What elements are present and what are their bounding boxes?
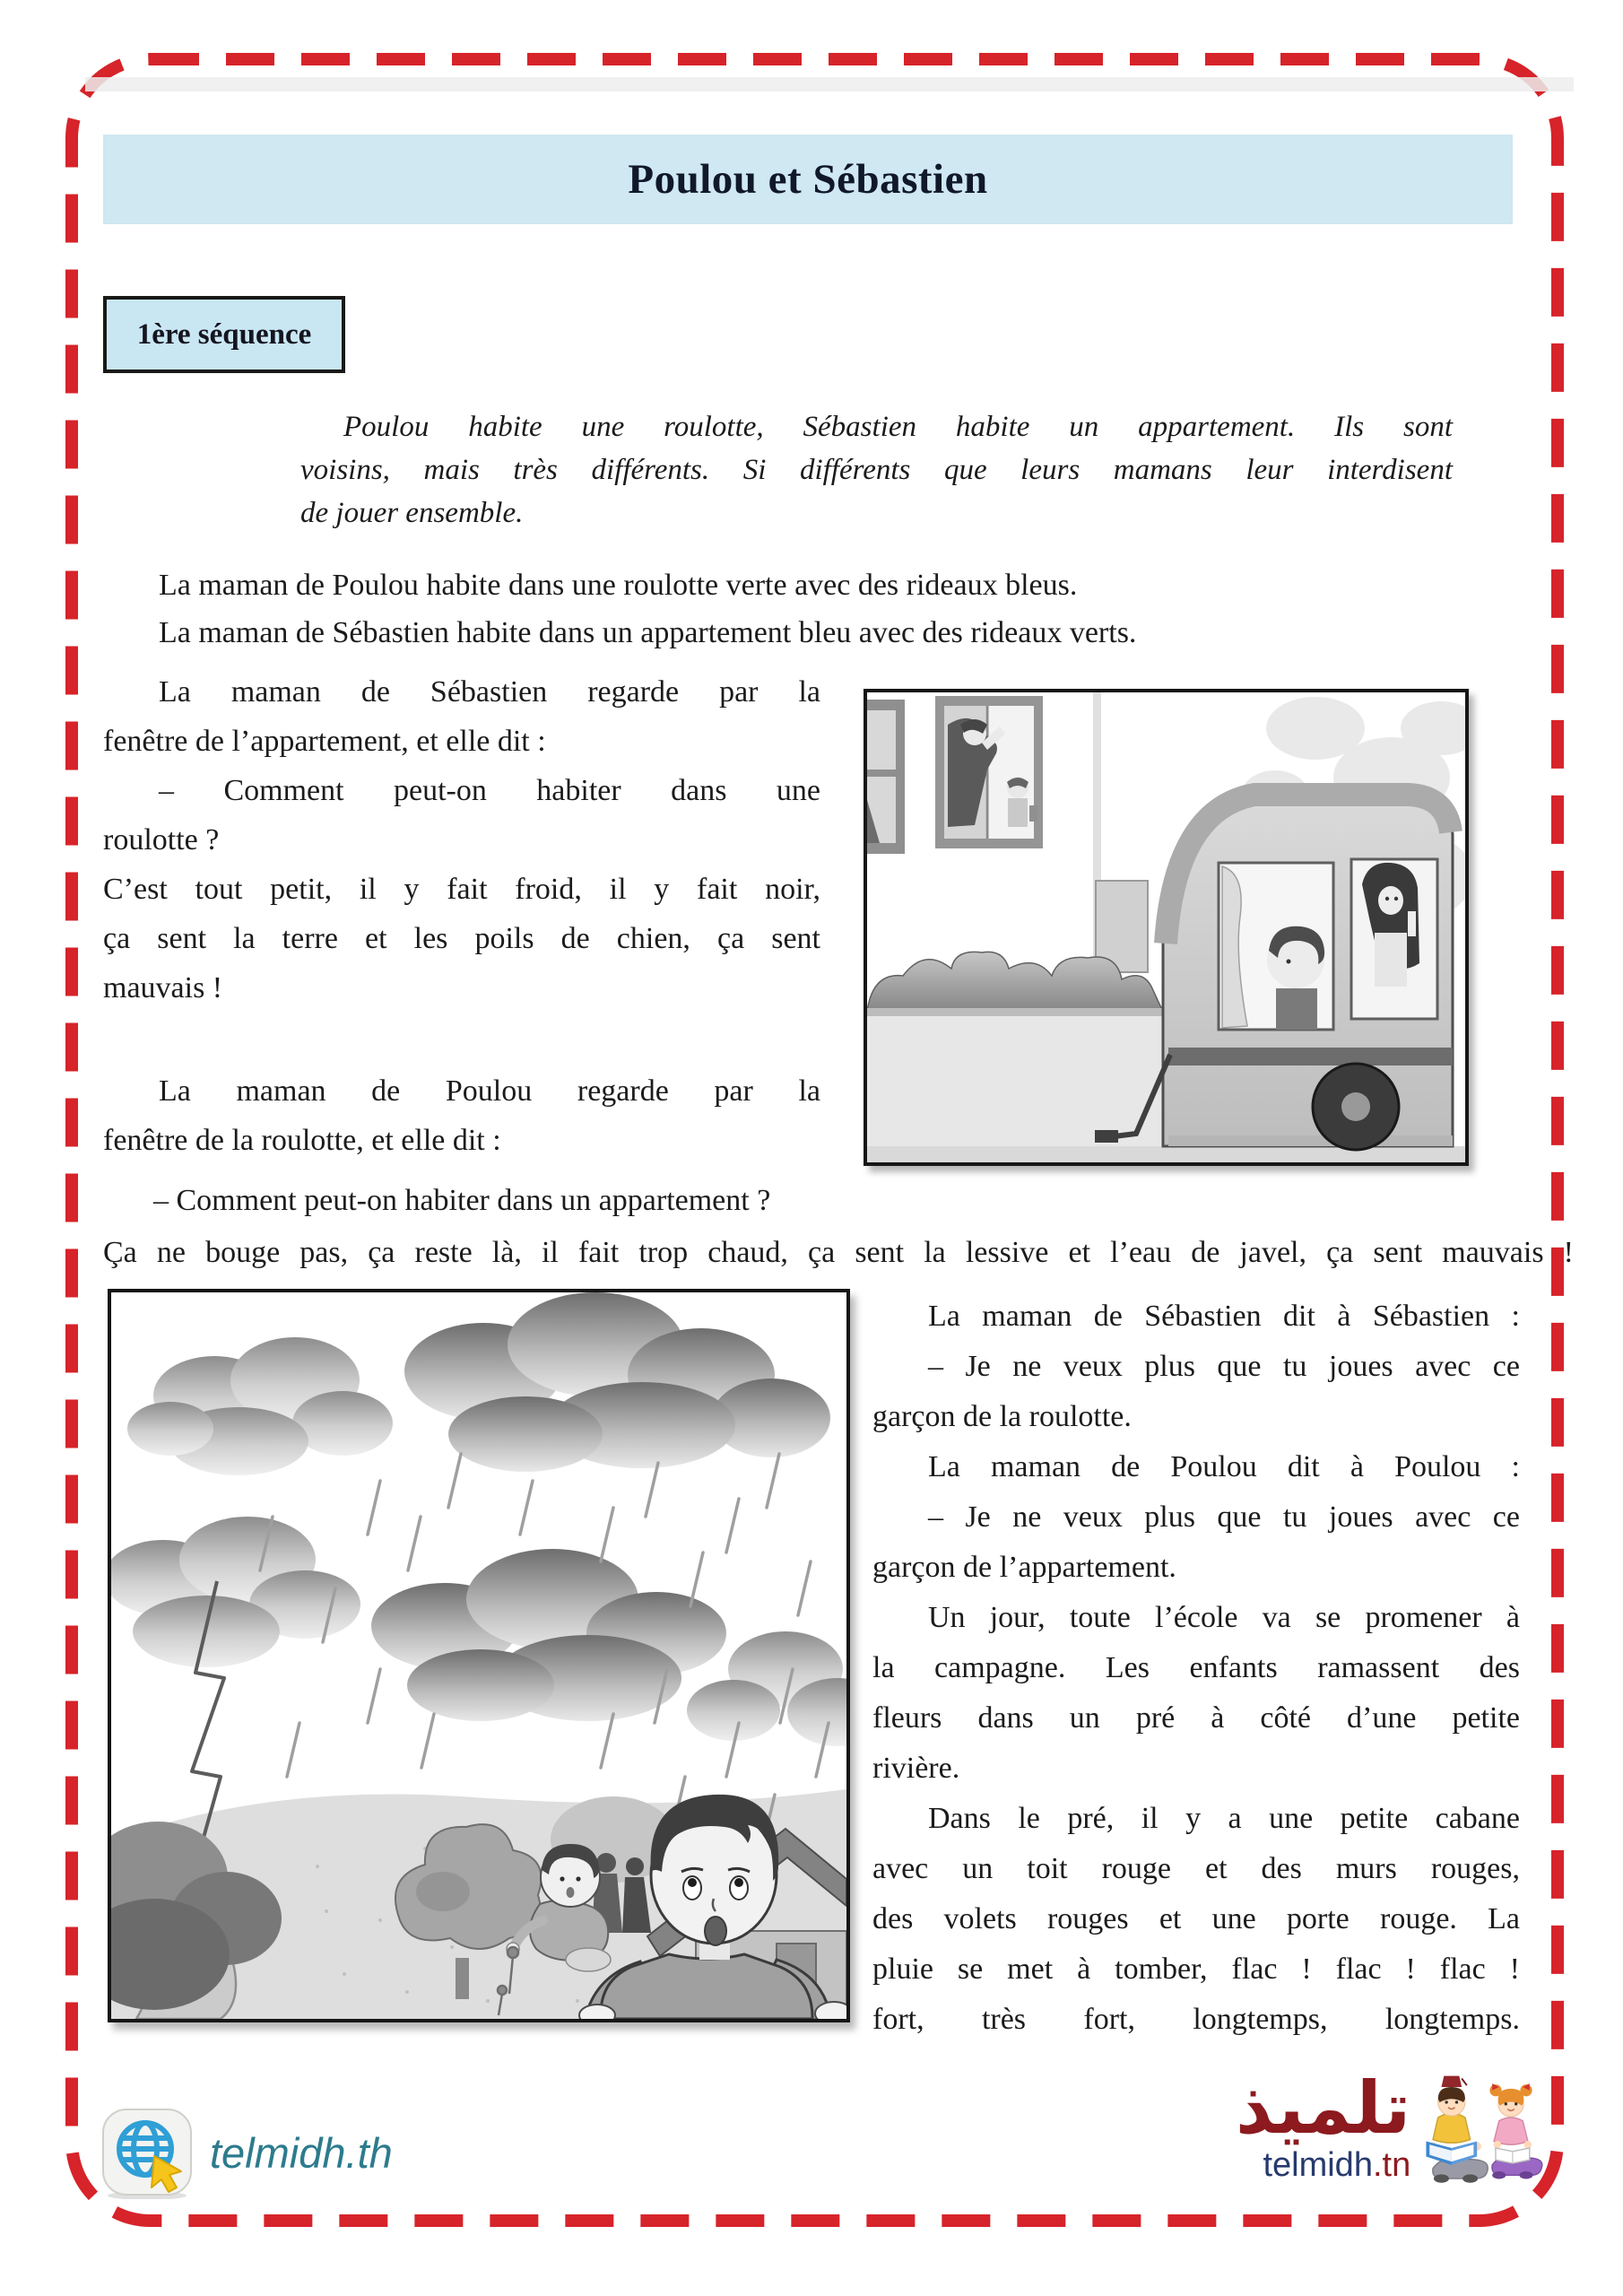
logo-site-name: telmidh: [1263, 2146, 1373, 2184]
story-illustration-meadow-rain: [108, 1289, 850, 2022]
text-line: fleurs dans un pré à côté d’une petite: [872, 1701, 1520, 1735]
intro-paragraph: [300, 405, 1453, 535]
paragraph: [872, 1442, 1520, 1492]
paragraph: [103, 766, 820, 865]
paragraph: [103, 1066, 820, 1165]
intro-line: de jouer ensemble.: [300, 497, 524, 529]
footer-right-logo: [1236, 2066, 1545, 2196]
paragraph: [872, 1492, 1520, 1593]
text-line: mauvais !: [103, 971, 223, 1004]
title-banner: [103, 135, 1513, 224]
ground: [867, 1146, 1465, 1162]
partial-window: [867, 700, 905, 854]
apartment-caravan-drawing: [867, 692, 1465, 1162]
paragraph: [103, 865, 820, 1013]
left-text-column: [103, 667, 820, 1165]
apartment-window-with-mother: [935, 696, 1043, 848]
boy-reading-icon: [1427, 2076, 1488, 2183]
arabic-logo-text: تلميذ: [1236, 2066, 1411, 2150]
text-line: C’est tout petit, il y fait froid, il y fait noir,: [103, 873, 820, 906]
footer-left-site-text: telmidh.th: [210, 2128, 393, 2177]
text-line: – Comment peut-on habiter dans une: [159, 774, 820, 807]
reading-kids-icon: [1418, 2070, 1545, 2196]
caravan-rear-window-with-mother: [1351, 859, 1437, 1019]
lead-line: La maman de Poulou habite dans une roulotte verte avec des rideaux bleus.: [159, 569, 1078, 602]
text-line: la campagne. Les enfants ramassent des: [872, 1651, 1520, 1684]
intro-line: Poulou habite une roulotte, Sébastien habite un appartement. Ils sont: [343, 411, 1453, 443]
right-text-column: [872, 1292, 1520, 2045]
lead-paragraph: [103, 561, 1538, 657]
scan-artifact-strip: [85, 77, 1574, 91]
text-line: La maman de Sébastien dit à Sébastien :: [928, 1300, 1520, 1333]
text-line: garçon de la roulotte.: [872, 1400, 1132, 1433]
text-line: fenêtre de l’appartement, et elle dit :: [103, 725, 546, 758]
text-line: Dans le pré, il y a une petite cabane: [928, 1802, 1520, 1835]
footer-right-texts: [1236, 2066, 1411, 2184]
text-line: La maman de Sébastien regarde par la: [159, 675, 820, 709]
text-line: rivière.: [872, 1752, 960, 1785]
lead-line: La maman de Sébastien habite dans un appartement bleu avec des rideaux verts.: [159, 616, 1137, 649]
logo-site-tld: .tn: [1372, 2146, 1411, 2184]
sequence-label: 1ère séquence: [136, 317, 312, 351]
text-line: La maman de Poulou regarde par la: [159, 1074, 820, 1108]
paragraph: [872, 1593, 1520, 1794]
text-line: fort, très fort, longtemps, longtemps.: [872, 2003, 1520, 2036]
globe-cursor-icon: [100, 2106, 194, 2199]
text-line: ça sent la terre et les poils de chien, ça sent: [103, 922, 820, 955]
text-line: – Je ne veux plus que tu joues avec ce: [928, 1500, 1520, 1534]
footer-left-logo: [100, 2106, 393, 2199]
page-title: Poulou et Sébastien: [628, 156, 988, 203]
text-line: Un jour, toute l’école va se promener à: [928, 1601, 1520, 1634]
wide-dialogue-line: Ça ne bouge pas, ça reste là, il fait trop chaud, ça sent la lessive et l’eau de javel, ça sent mauvais !: [103, 1236, 1574, 1269]
text-line: fenêtre de la roulotte, et elle dit :: [103, 1124, 501, 1157]
story-illustration-apartment-caravan: [864, 689, 1469, 1166]
sequence-label-box: [103, 296, 345, 373]
paragraph: [872, 1292, 1520, 1342]
text-line: avec un toit rouge et des murs rouges,: [872, 1852, 1520, 1885]
paragraph: [872, 1794, 1520, 2045]
paragraph: [103, 667, 820, 766]
text-line: garçon de l’appartement.: [872, 1551, 1176, 1584]
text-line: pluie se met à tomber, flac ! flac ! flac !: [872, 1952, 1520, 1986]
text-line: – Je ne veux plus que tu joues avec ce: [928, 1350, 1520, 1383]
paragraph: [872, 1342, 1520, 1442]
garden-wall: [867, 1008, 1165, 1162]
text-line: roulotte ?: [103, 823, 220, 857]
latin-logo-text: [1236, 2147, 1410, 2183]
girl-reading-icon: [1490, 2083, 1543, 2179]
text-line: des volets rouges et une porte rouge. La: [872, 1902, 1520, 1935]
intro-line: voisins, mais très différents. Si différents que leurs mamans leur interdisent: [300, 454, 1453, 486]
wide-dialogue-line: – Comment peut-on habiter dans un appartement ?: [153, 1184, 771, 1217]
text-line: La maman de Poulou dit à Poulou :: [928, 1450, 1520, 1483]
caravan-front-window-with-boy: [1219, 863, 1333, 1030]
meadow-rain-drawing: [111, 1292, 846, 2019]
